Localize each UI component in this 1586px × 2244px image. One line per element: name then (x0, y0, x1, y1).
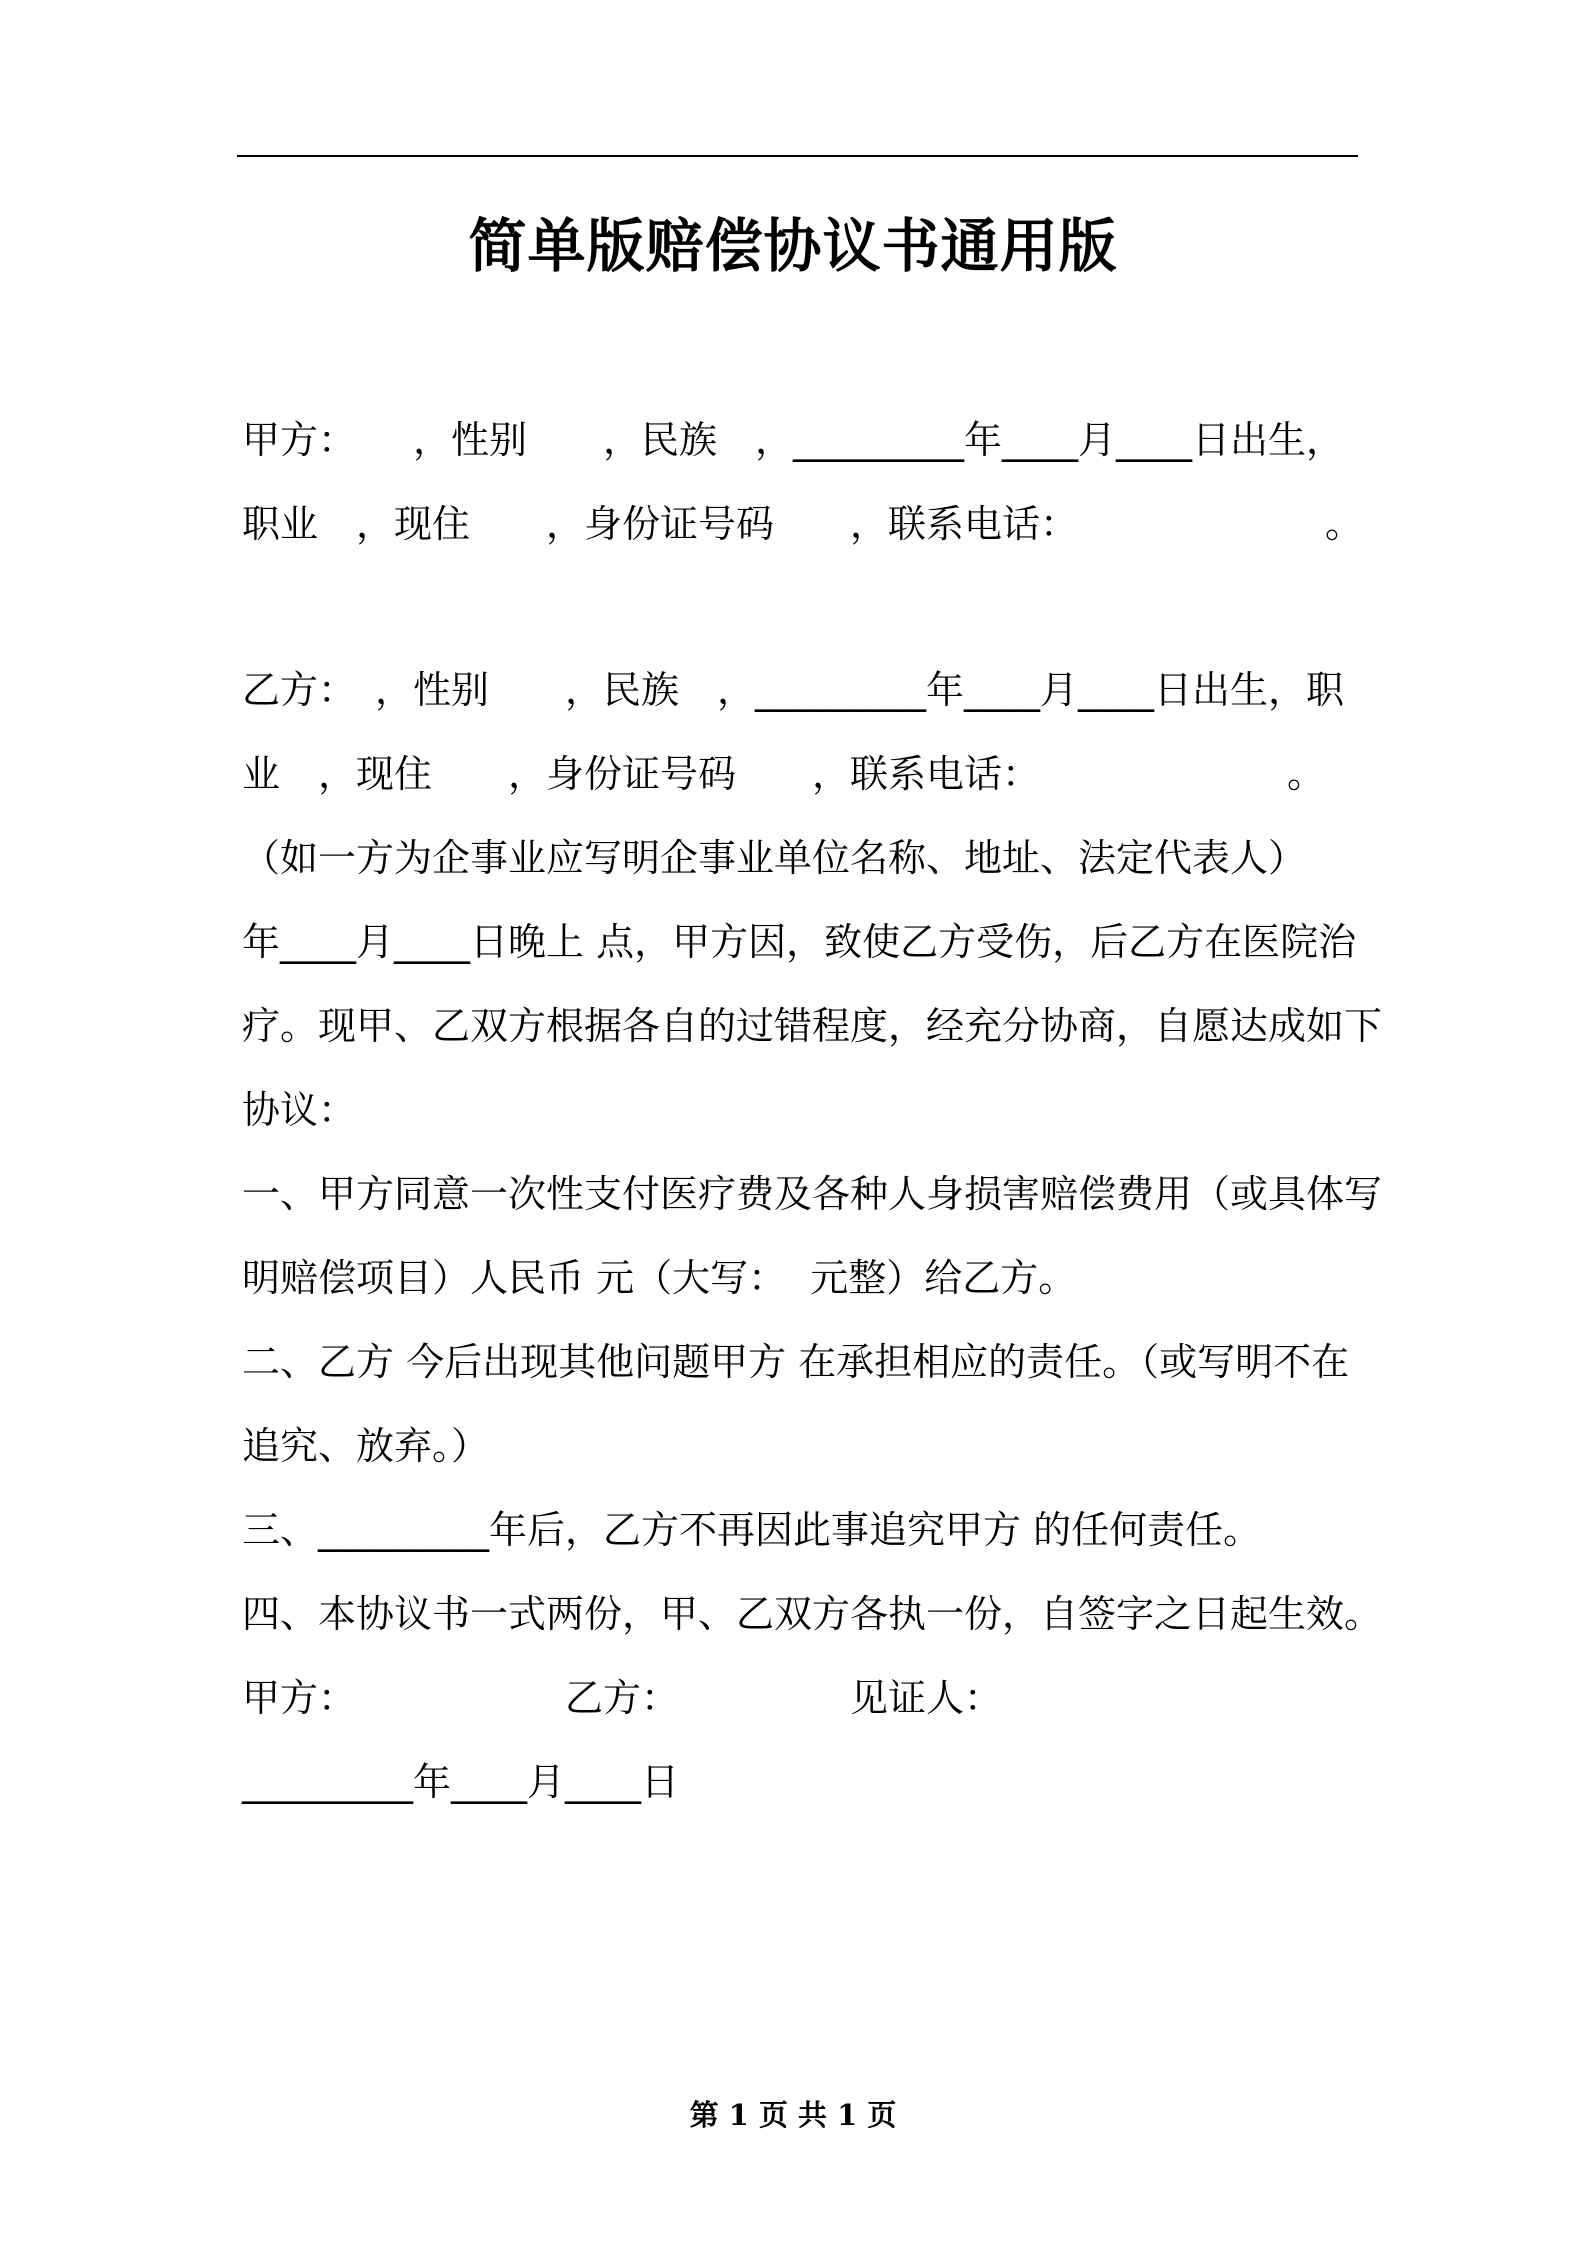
signature-line: 甲方： 乙方： 见证人： (242, 1676, 1003, 1720)
clause-2-line-1: 二、乙方 今后出现其他问题甲方 在承担相应的责任。（或写明不在 (242, 1340, 1350, 1384)
clause-1-line-1: 一、甲方同意一次性支付医疗费及各种人身损害赔偿费用（或具体写 (242, 1172, 1383, 1216)
incident-description-line-3: 协议： (242, 1088, 357, 1132)
party-b-info-line-2: 业 ，现住 ，身份证号码 ，联系电话： 。 (242, 752, 1326, 796)
incident-description-line-1: 年____月____日晚上 点，甲方因，致使乙方受伤，后乙方在医院治 (242, 920, 1357, 964)
party-a-info-line-2: 职业 ，现住 ，身份证号码 ，联系电话： 。 (242, 502, 1364, 546)
clause-2-line-2: 追究、放弃。） (242, 1424, 490, 1468)
document-title: 简单版赔偿协议书通用版 (468, 212, 1118, 280)
signature-date: _________年____月____日 (242, 1760, 680, 1804)
party-a-info-line-1: 甲方： ，性别 ，民族 ，_________年____月____日出生， (242, 418, 1345, 462)
header-rule (237, 155, 1358, 157)
enterprise-note: （如一方为企事业应写明企事业单位名称、地址、法定代表人） (242, 836, 1307, 880)
incident-description-line-2: 疗。现甲、乙双方根据各自的过错程度，经充分协商，自愿达成如下 (242, 1004, 1383, 1048)
party-b-info-line-1: 乙方： ，性别 ，民族 ，_________年____月____日出生，职 (242, 668, 1345, 712)
page-number: 第 1 页 共 1 页 (689, 2098, 897, 2132)
clause-1-line-2: 明赔偿项目）人民币 元（大写： 元整）给乙方。 (242, 1256, 1077, 1300)
clause-4: 四、本协议书一式两份，甲、乙双方各执一份，自签字之日起生效。 (242, 1592, 1383, 1636)
clause-3: 三、_________年后，乙方不再因此事追究甲方 的任何责任。 (242, 1508, 1262, 1552)
